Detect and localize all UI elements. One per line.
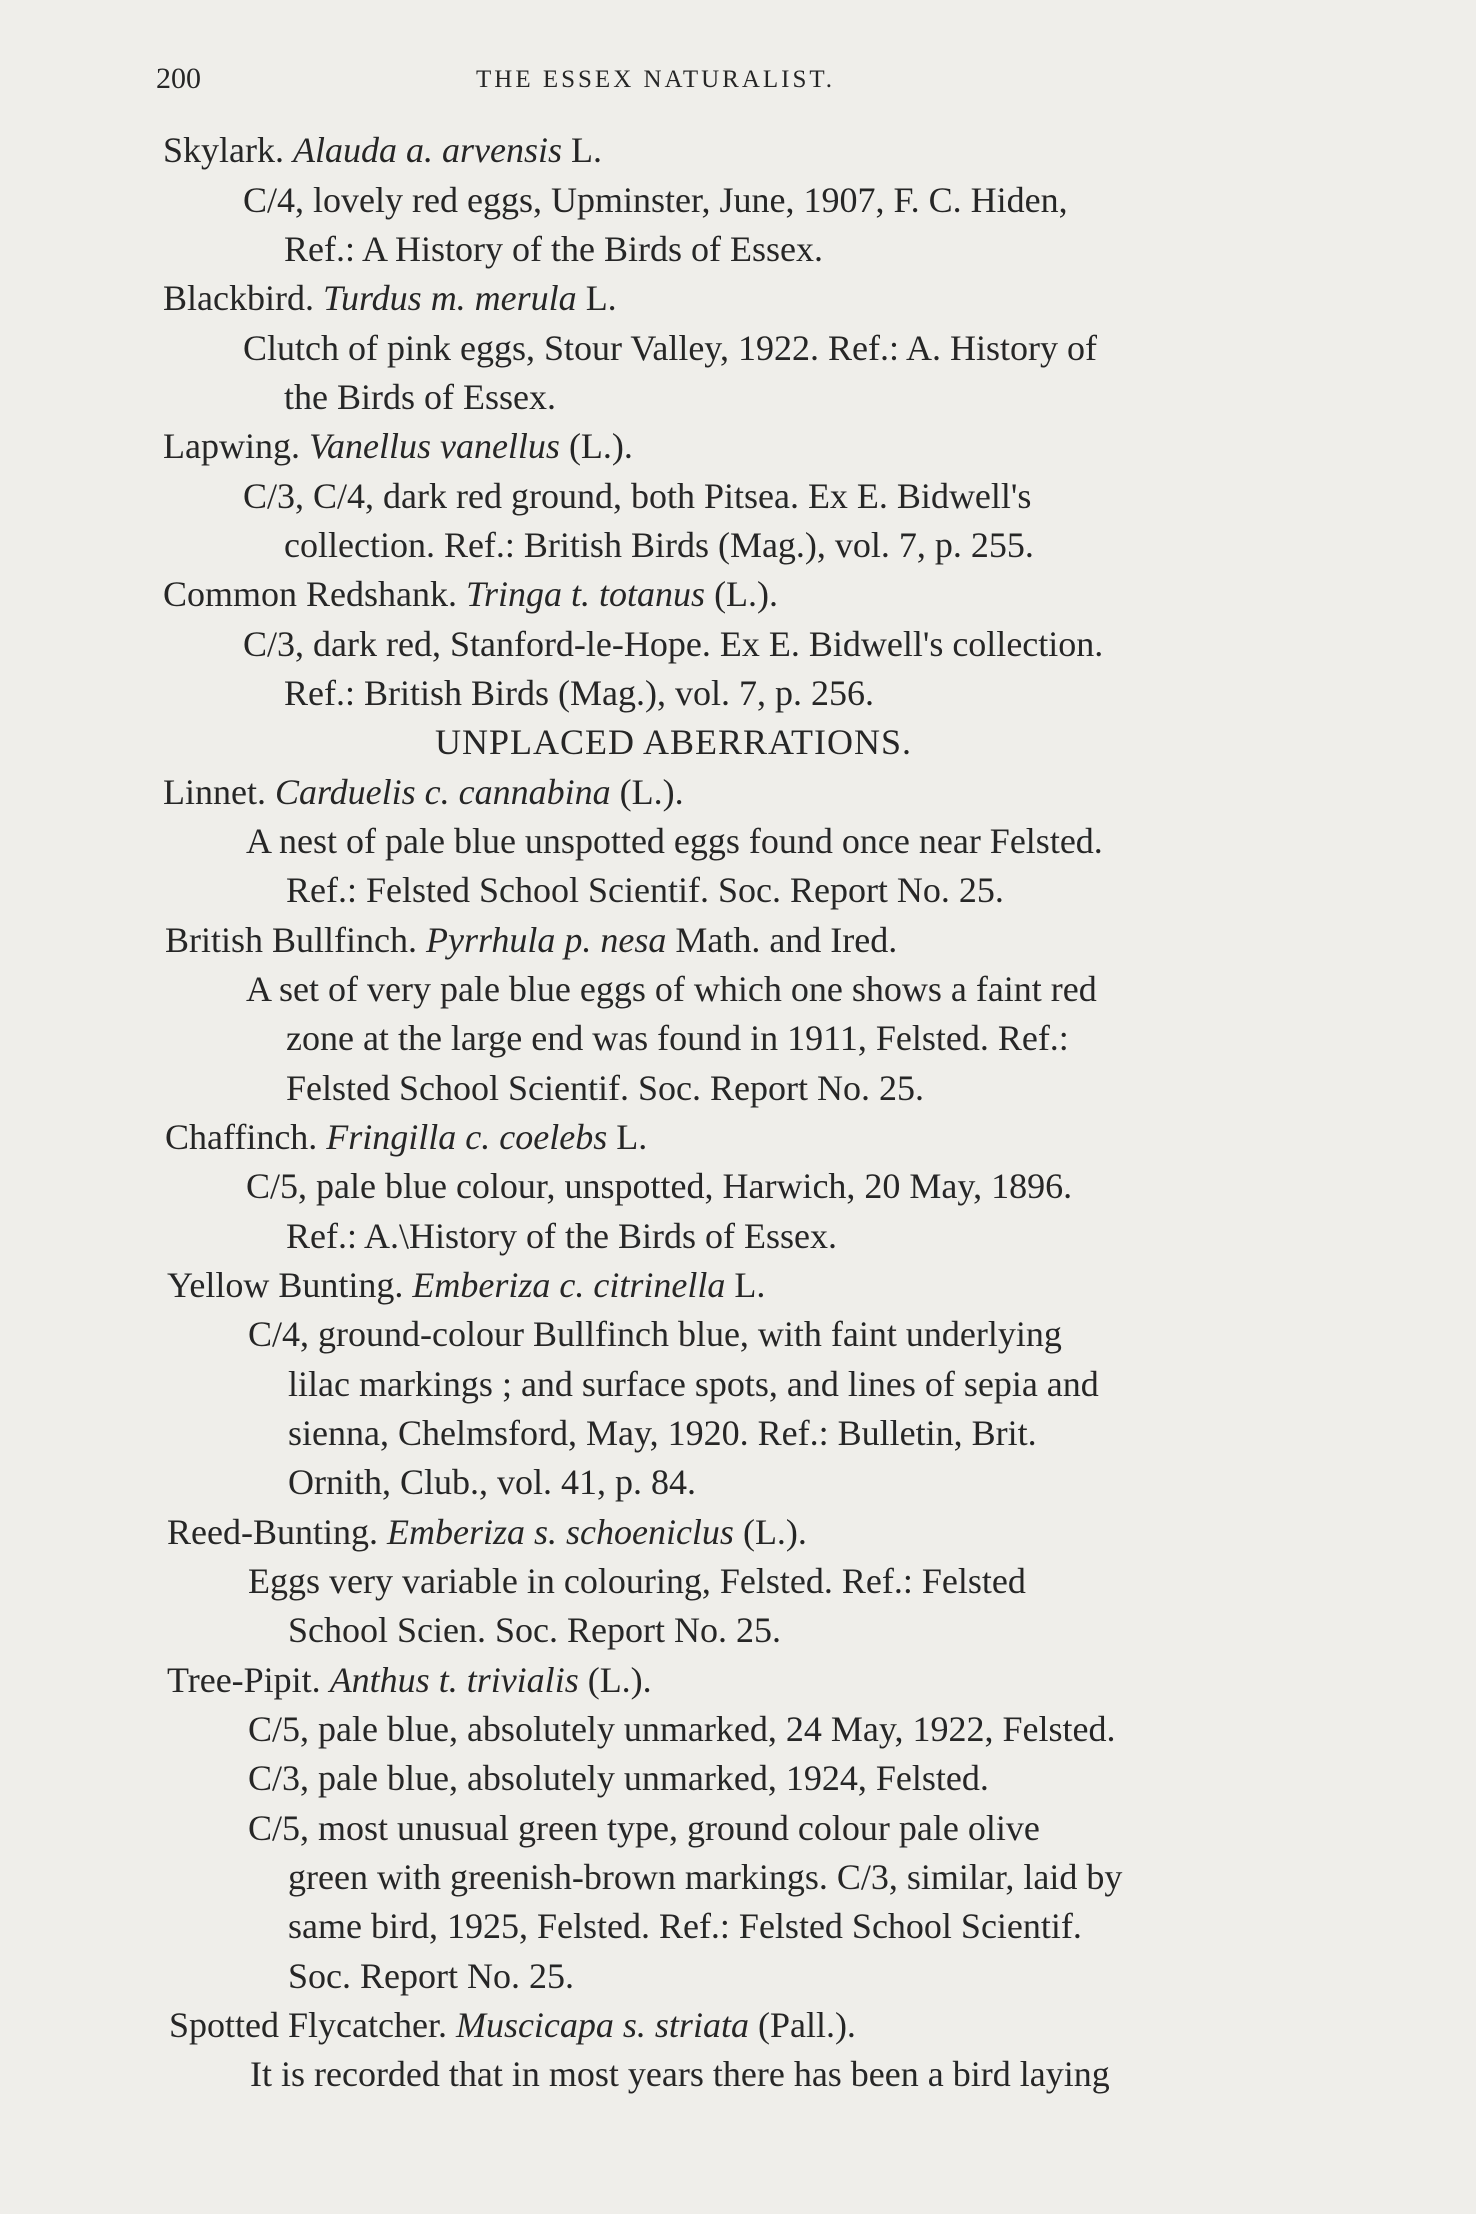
text-line — [248, 1756, 989, 1800]
text-run: (L.). — [578, 1660, 652, 1700]
scientific-name: Turdus m. merula — [322, 278, 577, 318]
text-line — [163, 128, 602, 172]
text-run: A set of very pale blue eggs of which one shows a faint red — [246, 969, 1097, 1009]
text-line — [163, 276, 617, 320]
running-header — [156, 62, 1326, 106]
text-run: Ref.: A.\History of the Birds of Essex. — [286, 1216, 837, 1256]
text-run: zone at the large end was found in 1911, Felsted. Ref.: — [286, 1018, 1069, 1058]
text-line — [169, 2003, 856, 2047]
text-line — [243, 178, 1068, 222]
scientific-name: Vanellus vanellus — [308, 426, 560, 466]
text-line — [243, 474, 1031, 518]
text-line — [167, 1510, 807, 1554]
text-run: L. — [561, 130, 602, 170]
text-line — [284, 227, 823, 271]
scientific-name: Emberiza s. schoeniclus — [386, 1512, 734, 1552]
text-line — [167, 1658, 652, 1702]
text-line — [288, 1362, 1099, 1406]
text-run: Tree-Pipit. — [167, 1660, 330, 1700]
text-line — [246, 967, 1097, 1011]
text-run: Math. and Ired. — [666, 920, 898, 960]
text-line — [246, 1164, 1072, 1208]
text-run: Ornith, Club., vol. 41, p. 84. — [288, 1462, 697, 1502]
text-line — [288, 1954, 574, 1998]
section-heading: UNPLACED ABERRATIONS. — [435, 722, 913, 762]
text-run: C/4, lovely red eggs, Upminster, June, 1907, F. C. Hiden, — [243, 180, 1068, 220]
text-line — [248, 1707, 1116, 1751]
text-run: A nest of pale blue unspotted eggs found once near Felsted. — [246, 821, 1103, 861]
text-run: Linnet. — [163, 772, 275, 812]
text-run: Blackbird. — [163, 278, 323, 318]
text-run: L. — [725, 1265, 766, 1305]
text-line — [288, 1904, 1082, 1948]
text-line — [248, 1559, 1026, 1603]
text-run: L. — [576, 278, 617, 318]
text-line — [288, 1460, 696, 1504]
text-line — [288, 1608, 781, 1652]
text-run: C/3, C/4, dark red ground, both Pitsea. Ex E. Bidwell's — [243, 476, 1032, 516]
text-run: C/5, most unusual green type, ground colour pale olive — [248, 1808, 1040, 1848]
text-run: Clutch of pink eggs, Stour Valley, 1922. Ref.: A. History of — [243, 328, 1097, 368]
text-run: British Bullfinch. — [165, 920, 426, 960]
text-line — [246, 819, 1103, 863]
text-line — [165, 1115, 647, 1159]
text-run: Reed-Bunting. — [167, 1512, 387, 1552]
scientific-name: Fringilla c. coelebs — [326, 1117, 608, 1157]
text-run: Felsted School Scientif. Soc. Report No. 25. — [286, 1068, 924, 1108]
scientific-name: Emberiza c. citrinella — [412, 1265, 726, 1305]
text-run: C/5, pale blue colour, unspotted, Harwich, 20 May, 1896. — [246, 1166, 1073, 1206]
text-line — [284, 523, 1034, 567]
page-number: 200 — [156, 62, 201, 95]
text-run: sienna, Chelmsford, May, 1920. Ref.: Bulletin, Brit. — [288, 1413, 1037, 1453]
scientific-name: Muscicapa s. striata — [455, 2005, 749, 2045]
text-line — [284, 375, 556, 419]
text-run: green with greenish-brown markings. C/3, similar, laid by — [288, 1857, 1123, 1897]
text-run: Chaffinch. — [165, 1117, 327, 1157]
text-run: lilac markings ; and surface spots, and lines of sepia and — [288, 1364, 1099, 1404]
text-run: C/3, pale blue, absolutely unmarked, 1924, Felsted. — [248, 1758, 989, 1798]
text-run: same bird, 1925, Felsted. Ref.: Felsted School Scientif. — [288, 1906, 1082, 1946]
text-run: C/3, dark red, Stanford-le-Hope. Ex E. Bidwell's collection. — [243, 624, 1104, 664]
text-run: the Birds of Essex. — [284, 377, 556, 417]
text-run: Ref.: British Birds (Mag.), vol. 7, p. 256. — [284, 673, 874, 713]
text-run: Soc. Report No. 25. — [288, 1956, 574, 1996]
text-run: Ref.: A History of the Birds of Essex. — [284, 229, 823, 269]
text-run: Ref.: Felsted School Scientif. Soc. Report No. 25. — [286, 870, 1004, 910]
scientific-name: Pyrrhula p. nesa — [426, 920, 667, 960]
text-line — [163, 770, 684, 814]
text-run: C/5, pale blue, absolutely unmarked, 24 May, 1922, Felsted. — [248, 1709, 1116, 1749]
text-run: Skylark. — [163, 130, 293, 170]
text-run: (L.). — [705, 574, 779, 614]
text-line — [286, 1066, 924, 1110]
text-run: Common Redshank. — [163, 574, 466, 614]
text-run: It is recorded that in most years there has been a bird laying — [250, 2054, 1110, 2094]
text-line — [284, 671, 874, 715]
text-line — [288, 1411, 1037, 1455]
scientific-name: Alauda a. arvensis — [293, 130, 562, 170]
text-run: collection. Ref.: British Birds (Mag.), vol. 7, p. 255. — [284, 525, 1034, 565]
text-run: (L.). — [559, 426, 633, 466]
text-line — [243, 326, 1097, 370]
running-title: THE ESSEX NATURALIST. — [476, 66, 836, 93]
text-line — [288, 1855, 1122, 1899]
text-line — [163, 572, 778, 616]
text-run: (L.). — [733, 1512, 807, 1552]
text-run: C/4, ground-colour Bullfinch blue, with faint underlying — [248, 1314, 1062, 1354]
text-line — [250, 2052, 1110, 2096]
text-line — [286, 1214, 837, 1258]
text-run: School Scien. Soc. Report No. 25. — [288, 1610, 781, 1650]
text-run: Eggs very variable in colouring, Felsted. Ref.: Felsted — [248, 1561, 1026, 1601]
text-run: Yellow Bunting. — [167, 1265, 413, 1305]
text-run: Spotted Flycatcher. — [169, 2005, 456, 2045]
text-run: (Pall.). — [748, 2005, 856, 2045]
text-line — [167, 1263, 765, 1307]
text-run: Lapwing. — [163, 426, 309, 466]
scientific-name: Carduelis c. cannabina — [274, 772, 611, 812]
text-line — [286, 868, 1004, 912]
text-line — [163, 424, 633, 468]
text-line — [248, 1806, 1040, 1850]
text-line — [248, 1312, 1062, 1356]
scientific-name: Anthus t. trivialis — [329, 1660, 579, 1700]
scientific-name: Tringa t. totanus — [466, 574, 706, 614]
text-line — [165, 918, 897, 962]
text-line — [286, 1016, 1069, 1060]
text-line — [243, 622, 1103, 666]
text-run: L. — [607, 1117, 648, 1157]
text-run: (L.). — [610, 772, 684, 812]
